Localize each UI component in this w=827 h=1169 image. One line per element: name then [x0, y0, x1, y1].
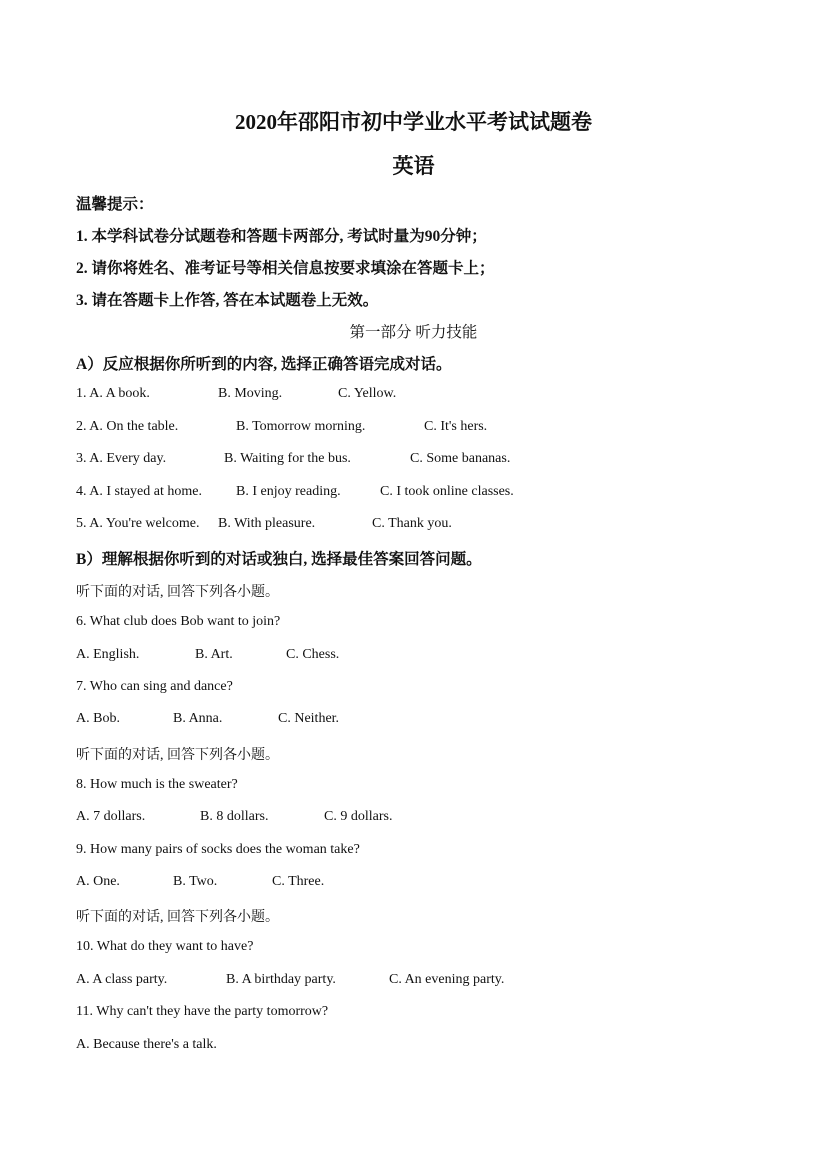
- q5-option-b: B. With pleasure.: [218, 516, 316, 531]
- question-6: 6. What club does Bob want to join?: [76, 614, 281, 629]
- notice-item-2: 2. 请你将姓名、准考证号等相关信息按要求填涂在答题卡上；: [76, 260, 495, 277]
- q6-option-c: C. Chess.: [286, 647, 340, 662]
- q8-option-c: C. 9 dollars.: [324, 809, 393, 824]
- question-11: 11. Why can't they have the party tomorrow?: [76, 1004, 329, 1019]
- q9-option-b: B. Two.: [173, 874, 218, 889]
- q4-option-c: C. I took online classes.: [380, 484, 514, 499]
- listen-note-1: 听下面的对话, 回答下列各小题。: [76, 585, 279, 600]
- listen-note-3: 听下面的对话, 回答下列各小题。: [76, 910, 279, 925]
- notice-heading: 温馨提示：: [76, 196, 154, 213]
- notice-item-1: 1. 本学科试卷分试题卷和答题卡两部分, 考试时量为90分钟；: [76, 228, 487, 245]
- q2-option-b: B. Tomorrow morning.: [236, 419, 366, 434]
- part1-heading-text: 第一部分 听力技能: [349, 324, 478, 341]
- q2-option-a: 2. A. On the table.: [76, 419, 179, 434]
- q6-option-a: A. English.: [76, 647, 140, 662]
- q1-option-a: 1. A. A book.: [76, 386, 150, 401]
- q3-option-a: 3. A. Every day.: [76, 451, 167, 466]
- question-10: 10. What do they want to have?: [76, 939, 254, 954]
- q10-option-c: C. An evening party.: [389, 972, 505, 987]
- section-b-instruction: B）理解根据你听到的对话或独白, 选择最佳答案回答问题。: [76, 551, 482, 568]
- q5-option-c: C. Thank you.: [372, 516, 452, 531]
- q10-option-b: B. A birthday party.: [226, 972, 336, 987]
- q7-option-b: B. Anna.: [173, 711, 223, 726]
- q4-option-a: 4. A. I stayed at home.: [76, 484, 202, 499]
- q7-option-c: C. Neither.: [278, 711, 340, 726]
- q6-option-b: B. Art.: [195, 647, 233, 662]
- q2-option-c: C. It's hers.: [424, 419, 488, 434]
- page-title: 2020年邵阳市初中学业水平考试试题卷: [235, 110, 592, 134]
- part1-heading: [0, 320, 827, 342]
- q1-option-c: C. Yellow.: [338, 386, 397, 401]
- q10-option-a: A. A class party.: [76, 972, 168, 987]
- listen-note-2: 听下面的对话, 回答下列各小题。: [76, 748, 279, 763]
- q1-option-b: B. Moving.: [218, 386, 283, 401]
- q3-option-b: B. Waiting for the bus.: [224, 451, 351, 466]
- subject-title: 英语: [392, 154, 435, 178]
- notice-item-3: 3. 请在答题卡上作答, 答在本试题卷上无效。: [76, 292, 379, 309]
- question-9: 9. How many pairs of socks does the woman take?: [76, 842, 360, 857]
- question-7: 7. Who can sing and dance?: [76, 679, 233, 694]
- question-8: 8. How much is the sweater?: [76, 777, 238, 792]
- q9-option-c: C. Three.: [272, 874, 325, 889]
- q3-option-c: C. Some bananas.: [410, 451, 511, 466]
- q5-option-a: 5. A. You're welcome.: [76, 516, 200, 531]
- q11-option-a: A. Because there's a talk.: [76, 1037, 217, 1052]
- q8-option-b: B. 8 dollars.: [200, 809, 269, 824]
- q4-option-b: B. I enjoy reading.: [236, 484, 341, 499]
- q8-option-a: A. 7 dollars.: [76, 809, 146, 824]
- q7-option-a: A. Bob.: [76, 711, 120, 726]
- q9-option-a: A. One.: [76, 874, 120, 889]
- section-a-instruction: A）反应根据你所听到的内容, 选择正确答语完成对话。: [76, 356, 452, 373]
